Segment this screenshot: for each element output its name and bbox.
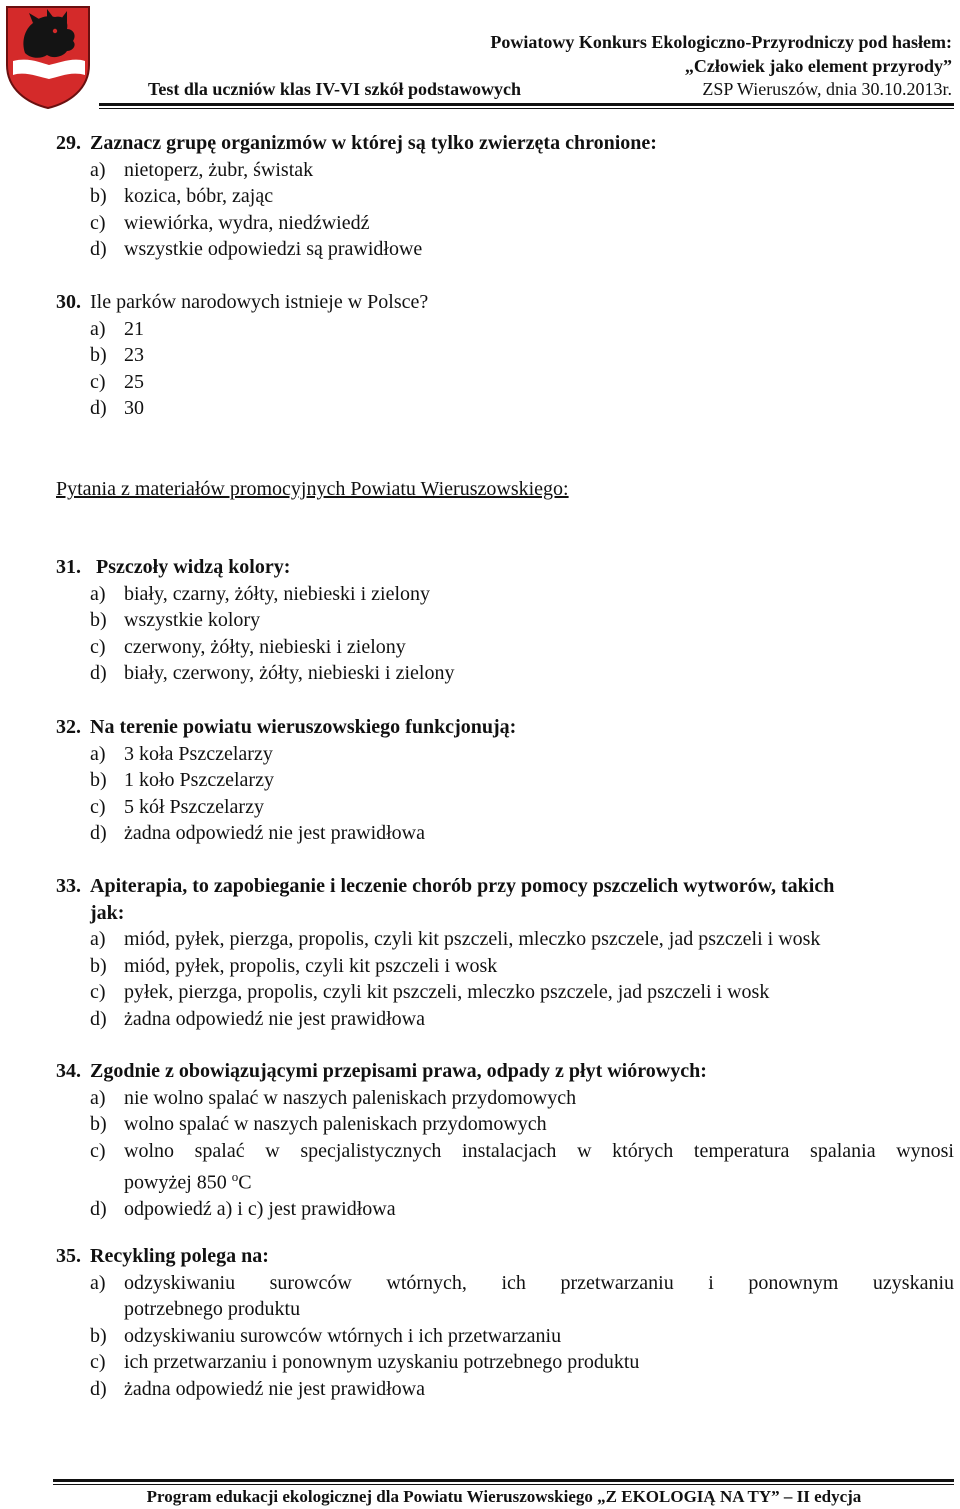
question-33 <box>56 873 954 1032</box>
answer-option: b) miód, pyłek, propolis, czyli kit pszczeli i wosk <box>90 954 498 977</box>
answer-option: c) 5 kół Pszczelarzy <box>90 795 264 818</box>
answer-option: c) wiewiórka, wydra, niedźwiedź <box>90 211 370 234</box>
answer-option: b) wolno spalać w naszych paleniskach przydomowych <box>90 1113 547 1135</box>
answer-option: d) żadna odpowiedź nie jest prawidłowa <box>90 1377 426 1400</box>
question-29 <box>56 130 954 263</box>
answer-option: b) odzyskiwaniu surowców wtórnych i ich przetwarzaniu <box>90 1324 562 1347</box>
answer-option: d) żadna odpowiedź nie jest prawidłowa <box>90 1007 426 1030</box>
question-text: 31. Pszczoły widzą kolory: <box>56 556 291 578</box>
question-text: 34. Zgodnie z obowiązującymi przepisami prawa, odpady z płyt wiórowych: <box>56 1060 707 1082</box>
answer-option: d) 30 <box>90 397 144 419</box>
answer-option: d) żadna odpowiedź nie jest prawidłowa <box>90 822 426 844</box>
answer-option: a) nietoperz, żubr, świstak <box>90 158 314 181</box>
answer-options <box>56 157 954 263</box>
answer-option: d) biały, czerwony, żółty, niebieski i zielony <box>90 662 455 684</box>
footer-program-name: Program edukacji ekologicznej dla Powiatu Wieruszowskiego „Z EKOLOGIĄ NA TY” – II edycja <box>146 1487 862 1506</box>
question-text: 35. Recykling polega na: <box>56 1245 269 1267</box>
answer-options <box>56 581 954 687</box>
answer-option: d) wszystkie odpowiedzi są prawidłowe <box>90 238 423 260</box>
question-30 <box>56 289 954 422</box>
question-text: 33. Apiterapia, to zapobieganie i leczenie chorób przy pomocy pszczelich wytworów, takich jak: <box>56 875 835 924</box>
header-place-date: ZSP Wieruszów, dnia 30.10.2013r. <box>702 79 952 99</box>
question-35 <box>56 1243 954 1402</box>
answer-option: b) 23 <box>90 344 144 366</box>
answer-options <box>56 741 954 847</box>
answer-option: c) pyłek, pierzga, propolis, czyli kit pszczeli, mleczko pszczele, jad pszczeli i wosk <box>90 981 770 1003</box>
answer-options <box>56 316 954 422</box>
answer-option: b) 1 koło Pszczelarzy <box>90 769 274 791</box>
question-31 <box>56 554 954 687</box>
answer-option: a) biały, czarny, żółty, niebieski i zielony <box>90 582 431 605</box>
answer-option: c) czerwony, żółty, niebieski i zielony <box>90 635 406 658</box>
footer-divider-thin <box>53 1484 954 1485</box>
answer-option: a) miód, pyłek, pierzga, propolis, czyli kit pszczeli, mleczko pszczele, jad pszczeli i wosk <box>90 928 821 950</box>
answer-option: d) odpowiedź a) i c) jest prawidłowa <box>90 1198 396 1221</box>
answer-option: c) 25 <box>90 370 144 393</box>
answer-option: a) 3 koła Pszczelarzy <box>90 742 273 765</box>
answer-option: c) wolno spalać w specjalistycznych instalacjach w których temperatura spalania wynosi powyżej 850 $^o$C <box>90 1139 954 1194</box>
answer-option: b) wszystkie kolory <box>90 609 261 631</box>
question-32 <box>56 714 954 847</box>
answer-options <box>56 1270 954 1403</box>
question-34 <box>56 1058 954 1223</box>
answer-option: b) kozica, bóbr, zając <box>90 185 274 207</box>
footer-divider <box>53 1479 954 1482</box>
header-title: Powiatowy Konkurs Ekologiczno-Przyrodniczy pod hasłem: <box>490 32 952 52</box>
question-text: 29. Zaznacz grupę organizmów w której są tylko zwierzęta chronione: <box>56 132 657 154</box>
header-divider-thin <box>99 108 954 109</box>
header-divider <box>99 103 954 106</box>
answer-option: a) 21 <box>90 317 144 340</box>
answer-option: a) nie wolno spalać w naszych paleniskach przydomowych <box>90 1086 577 1109</box>
answer-options <box>56 926 954 1032</box>
answer-option: c) ich przetwarzaniu i ponownym uzyskaniu potrzebnego produktu <box>90 1351 640 1373</box>
question-text: 32. Na terenie powiatu wieruszowskiego funkcjonują: <box>56 716 517 738</box>
county-crest-logo <box>3 3 93 111</box>
answer-options <box>56 1085 954 1223</box>
header-motto: „Człowiek jako element przyrody” <box>684 56 952 76</box>
answer-option: a) odzyskiwaniu surowców wtórnych, ich przetwarzaniu i ponownym uzyskaniu potrzebnego produktu <box>90 1271 954 1320</box>
section-title: Pytania z materiałów promocyjnych Powiatu Wieruszowskiego: <box>56 478 569 500</box>
header-test-audience: Test dla uczniów klas IV-VI szkół podstawowych <box>148 79 522 99</box>
question-text: 30. Ile parków narodowych istnieje w Polsce? <box>56 291 429 313</box>
